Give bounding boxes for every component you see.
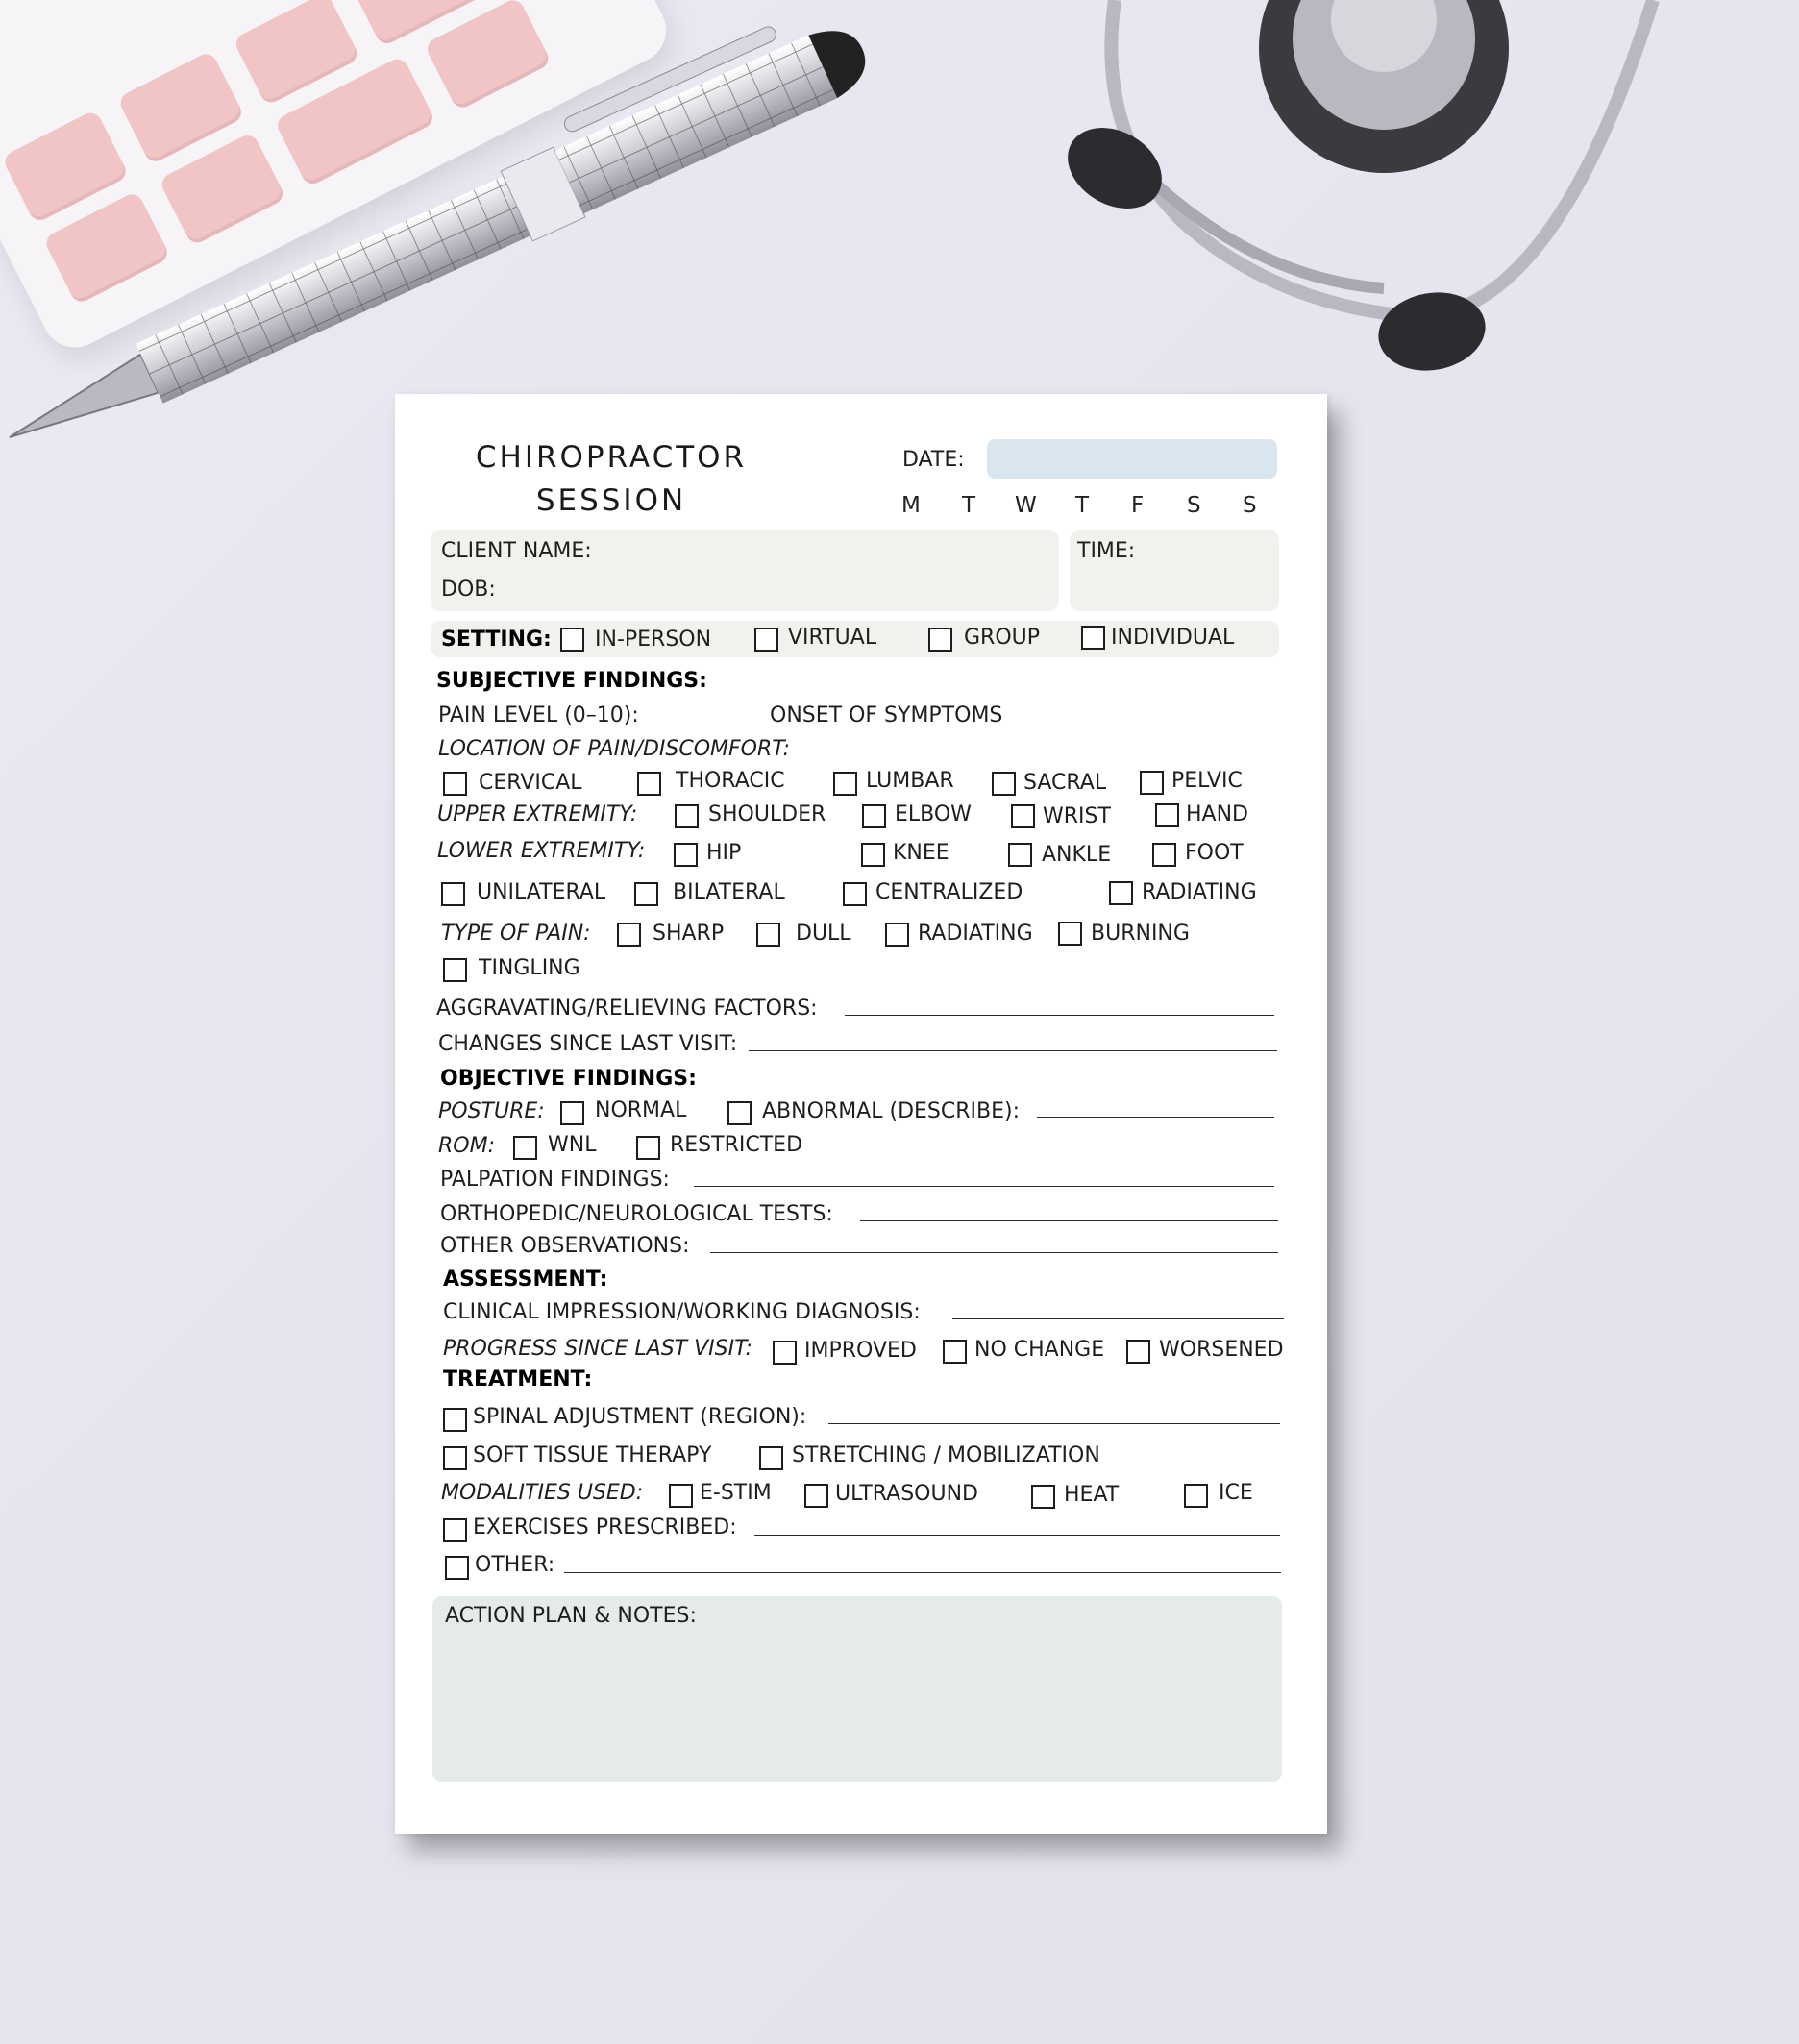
treatment-heading: TREATMENT: xyxy=(443,1367,593,1391)
aggravating-label: AGGRAVATING/RELIEVING FACTORS: xyxy=(436,997,818,1021)
lower-extremity-label: LOWER EXTREMITY: xyxy=(437,839,646,863)
modalities-label: MODALITIES USED: xyxy=(441,1481,644,1505)
checkbox-lumbar[interactable] xyxy=(833,772,857,796)
posture-label: POSTURE: xyxy=(438,1099,545,1123)
option-foot: FOOT xyxy=(1185,841,1244,865)
action-plan-label: ACTION PLAN & NOTES: xyxy=(445,1604,697,1628)
option-centralized: CENTRALIZED xyxy=(875,880,1023,904)
option-dull: DULL xyxy=(796,922,851,946)
checkbox-spinal-adjustment[interactable] xyxy=(443,1408,467,1432)
checkbox-dull[interactable] xyxy=(756,923,780,947)
checkbox-posture-abnormal[interactable] xyxy=(727,1101,752,1125)
location-label: LOCATION OF PAIN/DISCOMFORT: xyxy=(438,737,791,761)
option-hand: HAND xyxy=(1186,802,1248,826)
client-name-label[interactable]: CLIENT NAME: xyxy=(441,539,592,563)
assessment-heading: ASSESSMENT: xyxy=(443,1268,608,1292)
checkbox-exercises[interactable] xyxy=(443,1518,467,1542)
spinal-adjustment-input[interactable] xyxy=(828,1423,1280,1424)
checkbox-improved[interactable] xyxy=(773,1341,797,1365)
option-ankle: ANKLE xyxy=(1042,843,1112,867)
checkbox-wrist[interactable] xyxy=(1011,804,1035,828)
checkbox-hand[interactable] xyxy=(1155,803,1179,827)
form-title: CHIROPRACTOR SESSION xyxy=(475,440,748,518)
aggravating-input[interactable] xyxy=(845,1015,1274,1016)
changes-label: CHANGES SINCE LAST VISIT: xyxy=(438,1032,738,1056)
objective-heading: OBJECTIVE FINDINGS: xyxy=(440,1067,697,1091)
checkbox-heat[interactable] xyxy=(1031,1485,1055,1509)
option-posture-normal: NORMAL xyxy=(595,1098,687,1122)
checkbox-thoracic[interactable] xyxy=(637,772,661,796)
checkbox-ice[interactable] xyxy=(1184,1484,1208,1508)
checkbox-pelvic[interactable] xyxy=(1140,771,1164,795)
checkbox-radiating-type[interactable] xyxy=(885,923,909,947)
option-ice: ICE xyxy=(1219,1481,1253,1505)
checkbox-knee[interactable] xyxy=(861,843,885,867)
option-pelvic: PELVIC xyxy=(1171,769,1243,793)
pain-level-label: PAIN LEVEL (0–10): xyxy=(438,703,639,727)
spinal-adjustment-label: SPINAL ADJUSTMENT (REGION): xyxy=(473,1405,807,1429)
option-unilateral: UNILATERAL xyxy=(477,880,606,904)
checkbox-no-change[interactable] xyxy=(943,1340,967,1364)
option-sacral: SACRAL xyxy=(1023,771,1107,795)
option-rom-restricted: RESTRICTED xyxy=(670,1133,803,1157)
ortho-tests-input[interactable] xyxy=(860,1220,1278,1221)
option-cervical: CERVICAL xyxy=(479,771,582,795)
checkbox-e-stim[interactable] xyxy=(669,1484,693,1508)
option-no-change: NO CHANGE xyxy=(974,1338,1105,1362)
option-bilateral: BILATERAL xyxy=(673,880,785,904)
changes-input[interactable] xyxy=(749,1050,1277,1051)
checkbox-ankle[interactable] xyxy=(1008,843,1032,867)
checkbox-other-treatment[interactable] xyxy=(445,1556,469,1580)
option-e-stim: E-STIM xyxy=(700,1481,772,1505)
day-sat[interactable]: S xyxy=(1187,493,1201,518)
impression-label: CLINICAL IMPRESSION/WORKING DIAGNOSIS: xyxy=(443,1300,921,1324)
impression-input[interactable] xyxy=(952,1318,1284,1319)
checkbox-foot[interactable] xyxy=(1152,843,1176,867)
day-thu[interactable]: T xyxy=(1075,493,1090,518)
option-virtual: VIRTUAL xyxy=(788,626,877,650)
checkbox-unilateral[interactable] xyxy=(441,882,465,906)
other-treatment-label: OTHER: xyxy=(475,1553,555,1577)
checkbox-sacral[interactable] xyxy=(992,772,1016,796)
option-rom-wnl: WNL xyxy=(548,1133,597,1157)
option-elbow: ELBOW xyxy=(895,802,972,826)
checkbox-posture-normal[interactable] xyxy=(560,1101,584,1125)
checkbox-soft-tissue[interactable] xyxy=(443,1446,467,1470)
checkbox-virtual[interactable] xyxy=(754,628,778,652)
other-observations-input[interactable] xyxy=(710,1252,1278,1253)
checkbox-group[interactable] xyxy=(928,628,952,652)
checkbox-hip[interactable] xyxy=(674,843,698,867)
checkbox-sharp[interactable] xyxy=(617,923,641,947)
rom-label: ROM: xyxy=(438,1134,495,1158)
option-ultrasound: ULTRASOUND xyxy=(835,1482,978,1506)
checkbox-elbow[interactable] xyxy=(862,804,886,828)
option-thoracic: THORACIC xyxy=(676,769,785,793)
ortho-tests-label: ORTHOPEDIC/NEUROLOGICAL TESTS: xyxy=(440,1202,833,1226)
day-fri[interactable]: F xyxy=(1131,493,1145,518)
checkbox-tingling[interactable] xyxy=(443,958,467,982)
checkbox-burning[interactable] xyxy=(1058,922,1082,946)
option-group: GROUP xyxy=(964,626,1041,650)
checkbox-stretching[interactable] xyxy=(759,1446,783,1470)
option-worsened: WORSENED xyxy=(1159,1338,1284,1362)
onset-label: ONSET OF SYMPTOMS xyxy=(770,703,1003,727)
checkbox-rom-wnl[interactable] xyxy=(513,1136,537,1160)
option-hip: HIP xyxy=(706,841,742,865)
checkbox-ultrasound[interactable] xyxy=(804,1484,828,1508)
checkbox-shoulder[interactable] xyxy=(675,804,699,828)
option-lumbar: LUMBAR xyxy=(866,769,954,793)
setting-label: SETTING: xyxy=(441,628,552,652)
stretching-label: STRETCHING / MOBILIZATION xyxy=(792,1443,1100,1467)
day-mon[interactable]: M xyxy=(901,493,921,518)
day-wed[interactable]: W xyxy=(1015,493,1037,518)
option-radiating-type: RADIATING xyxy=(918,922,1033,946)
checkbox-in-person[interactable] xyxy=(560,628,584,652)
option-shoulder: SHOULDER xyxy=(708,802,826,826)
other-treatment-input[interactable] xyxy=(564,1572,1281,1573)
time-label[interactable]: TIME: xyxy=(1077,539,1136,563)
option-knee: KNEE xyxy=(893,841,949,865)
checkbox-worsened[interactable] xyxy=(1126,1340,1150,1364)
soft-tissue-label: SOFT TISSUE THERAPY xyxy=(473,1443,712,1467)
checkbox-individual[interactable] xyxy=(1081,626,1105,650)
upper-extremity-label: UPPER EXTREMITY: xyxy=(437,802,638,826)
option-heat: HEAT xyxy=(1064,1483,1120,1507)
posture-abnormal-input[interactable] xyxy=(1037,1117,1274,1118)
dob-label[interactable]: DOB: xyxy=(441,578,496,602)
other-observations-label: OTHER OBSERVATIONS: xyxy=(440,1234,690,1258)
checkbox-rom-restricted[interactable] xyxy=(636,1136,660,1160)
option-radiating: RADIATING xyxy=(1142,880,1257,904)
subjective-heading: SUBJECTIVE FINDINGS: xyxy=(436,669,707,693)
progress-label: PROGRESS SINCE LAST VISIT: xyxy=(443,1337,752,1361)
option-individual: INDIVIDUAL xyxy=(1111,626,1235,650)
exercises-input[interactable] xyxy=(754,1535,1280,1536)
option-burning: BURNING xyxy=(1091,922,1190,946)
checkbox-cervical[interactable] xyxy=(443,772,467,796)
option-wrist: WRIST xyxy=(1043,804,1111,828)
exercises-label: EXERCISES PRESCRIBED: xyxy=(473,1515,737,1539)
palpation-label: PALPATION FINDINGS: xyxy=(440,1168,670,1192)
type-of-pain-label: TYPE OF PAIN: xyxy=(441,922,591,946)
session-notes-sheet xyxy=(395,394,1327,1834)
checkbox-radiating[interactable] xyxy=(1109,881,1133,905)
checkbox-centralized[interactable] xyxy=(843,882,867,906)
day-tue[interactable]: T xyxy=(962,493,976,518)
day-sun[interactable]: S xyxy=(1243,493,1257,518)
option-sharp: SHARP xyxy=(653,922,725,946)
palpation-input[interactable] xyxy=(694,1186,1274,1187)
checkbox-bilateral[interactable] xyxy=(634,882,658,906)
date-label: DATE: xyxy=(902,448,965,472)
option-tingling: TINGLING xyxy=(479,956,580,980)
date-field[interactable] xyxy=(987,439,1277,479)
option-in-person: IN-PERSON xyxy=(595,628,712,652)
option-improved: IMPROVED xyxy=(804,1339,917,1363)
option-posture-abnormal: ABNORMAL (DESCRIBE): xyxy=(762,1099,1020,1123)
